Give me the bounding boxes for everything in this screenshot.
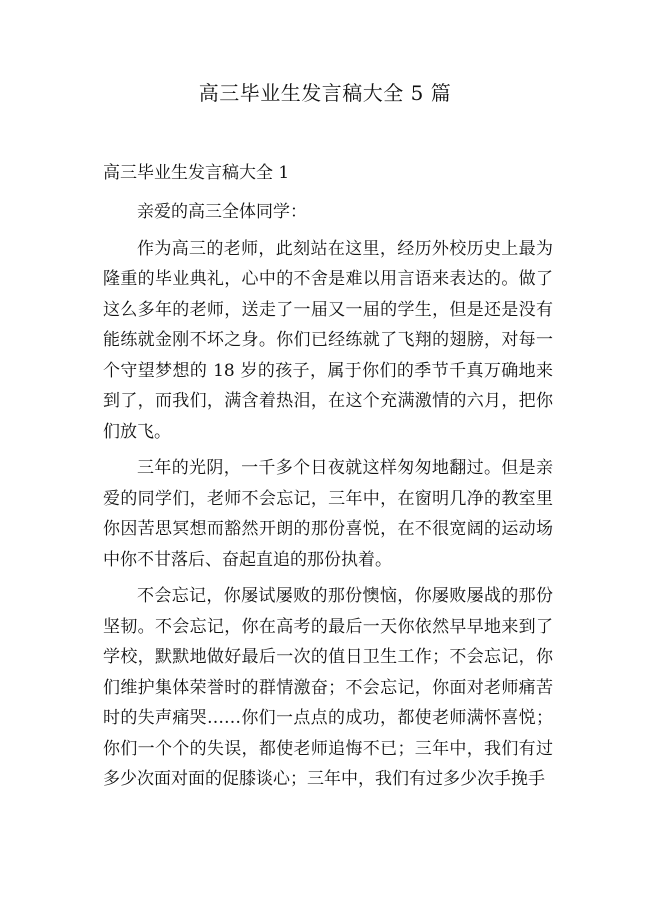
body-text [103,197,553,801]
section-heading: 高三毕业生发言稿大全 1 [103,163,290,183]
body-paragraph: 作为高三的老师，此刻站在这里，经历外校历史上最为隆重的毕业典礼，心中的不舍是难以用言语来表达的。做了这么多年的老师，送走了一届又一届的学生，但是还是没有能练就金刚不坏之身。你们已经练就了飞翔的翅膀，对每一个守望梦想的 18 岁的孩子，属于你们的季节千真万确地来到了，而我们，满含着热泪，在这个充满激情的六月，把你们放飞。 [103,238,553,442]
body-paragraph: 不会忘记，你屡试屡败的那份懊恼，你屡败屡战的那份坚韧。不会忘记，你在高考的最后一天你依然早早地来到了学校，默默地做好最后一次的值日卫生工作；不会忘记，你们维护集体荣誉时的群情激奋；不会忘记，你面对老师痛苦时的失声痛哭……你们一点点的成功，都使老师满怀喜悦；你们一个个的失误，都使老师追悔不已；三年中，我们有过多少次面对面的促膝谈心；三年中，我们有过多少次手挽手 [103,586,553,789]
body-paragraph: 三年的光阴，一千多个日夜就这样匆匆地翻过。但是亲爱的同学们，老师不会忘记，三年中，在窗明几净的教室里你因苦思冥想而豁然开朗的那份喜悦，在不很宽阔的运动场中你不甘落后、奋起直追的那份执着。 [103,458,553,570]
document-title: 高三毕业生发言稿大全 5 篇 [198,81,452,105]
salutation-paragraph: 亲爱的高三全体同学： [137,202,307,222]
